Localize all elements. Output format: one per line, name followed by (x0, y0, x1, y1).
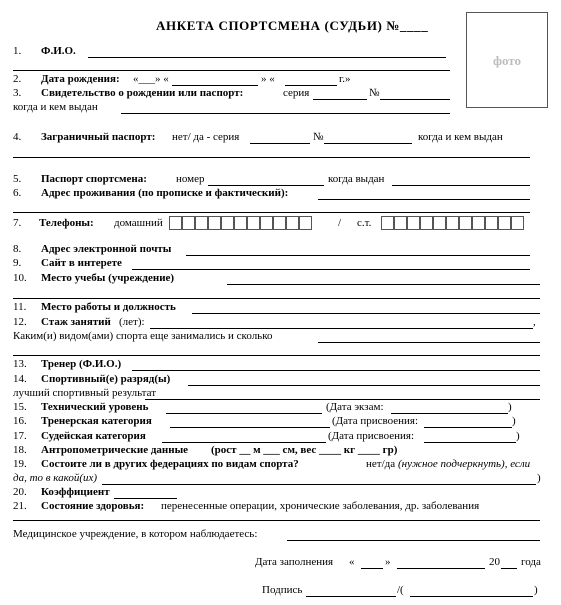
photo-label: фото (492, 53, 522, 68)
birth-day-field[interactable]: «___» « (133, 73, 169, 85)
row-6-label: Адрес проживания (по прописке и фактический): (41, 187, 289, 199)
sport-passport-issued-field[interactable] (392, 185, 530, 186)
home-phone-cell[interactable] (260, 216, 273, 230)
row-9-num: 9. (13, 257, 22, 269)
row-12-num: 12. (13, 316, 27, 328)
row-4-num: 4. (13, 131, 22, 143)
signature-label: Подпись (262, 584, 303, 596)
judge-category-field[interactable] (162, 442, 326, 443)
row-17-label: Судейская категория (41, 430, 146, 442)
home-phone-cell[interactable] (286, 216, 299, 230)
coefficient-field[interactable] (114, 498, 177, 499)
study-field-line2[interactable] (13, 298, 540, 299)
row-8-label: Адрес электронной почты (41, 243, 172, 255)
row-16-label: Тренерская категория (41, 415, 152, 427)
mobile-phone-cell[interactable] (394, 216, 407, 230)
doc-series-field[interactable] (313, 99, 367, 100)
row-19-num: 19. (13, 458, 27, 470)
row-8-num: 8. (13, 243, 22, 255)
photo-box[interactable] (466, 12, 548, 108)
row-1-label: Ф.И.О. (41, 45, 76, 57)
home-phone-cell[interactable] (299, 216, 312, 230)
home-phone-cell[interactable] (182, 216, 195, 230)
row-7-mobile-label: с.т. (357, 217, 372, 229)
signature-field[interactable] (306, 596, 396, 597)
home-phone-cell[interactable] (273, 216, 286, 230)
coach-category-field[interactable] (170, 427, 330, 428)
row-10-label: Место учебы (учреждение) (41, 272, 175, 284)
home-phone-cell[interactable] (208, 216, 221, 230)
row-7-home-label: домашний (114, 217, 163, 229)
row-9-label: Сайт в интерете (41, 257, 122, 269)
mobile-phone-cell[interactable] (459, 216, 472, 230)
mobile-phone-cell[interactable] (446, 216, 459, 230)
signature-name-field[interactable] (410, 596, 533, 597)
row-12-text: (лет): (119, 316, 145, 328)
row-20-label: Коэффициент (41, 486, 110, 498)
row-19-close: ) (537, 472, 541, 484)
fio-field[interactable] (88, 57, 446, 58)
anthropometric-fields[interactable]: (рост __ м ___ см, вес ____ кг ____ гр) (211, 444, 398, 456)
row-21-label: Состояние здоровья: (41, 500, 145, 512)
row-21-text: перенесенные операции, хронические заболевания, др. заболевания (161, 500, 480, 512)
row-11-label: Место работы и должность (41, 301, 176, 313)
row-14-label: Спортивный(е) разряд(ы) (41, 373, 171, 385)
signature-close: ) (534, 584, 538, 596)
mobile-phone-cell[interactable] (498, 216, 511, 230)
row-13-label: Тренер (Ф.И.О.) (41, 358, 122, 370)
row-16-close: ) (512, 415, 516, 427)
medical-institution-field[interactable] (287, 540, 540, 541)
row-5-text: номер (176, 173, 205, 185)
row-14-num: 14. (13, 373, 27, 385)
row-12-label: Стаж занятий (41, 316, 111, 328)
date-fill-label: Дата заполнения (255, 556, 334, 568)
intl-passport-series-field[interactable] (250, 143, 310, 144)
other-sports-field-line2[interactable] (13, 355, 540, 356)
row-21-num: 21. (13, 500, 27, 512)
birth-sep: » « (261, 73, 275, 85)
row-10-num: 10. (13, 272, 27, 284)
tech-level-field[interactable] (166, 413, 322, 414)
row-19-hint-line2: да, то в какой(их) (13, 472, 98, 484)
row-5-num: 5. (13, 173, 22, 185)
best-result-field[interactable] (145, 399, 540, 400)
row-15-close: ) (508, 401, 512, 413)
doc-number-field[interactable] (380, 99, 450, 100)
tech-level-date-field[interactable] (391, 413, 508, 414)
rank-field[interactable] (188, 385, 540, 386)
birth-year-field[interactable] (285, 85, 337, 86)
health-field[interactable] (13, 520, 540, 521)
date-fill-month-field[interactable] (397, 568, 485, 569)
signature-slash: /( (397, 584, 404, 596)
row-16-num: 16. (13, 415, 27, 427)
mobile-phone-cell[interactable] (472, 216, 485, 230)
federation-yes-no[interactable]: нет/да (366, 458, 396, 470)
mobile-phone-cell[interactable] (485, 216, 498, 230)
home-phone-cell[interactable] (247, 216, 260, 230)
sport-passport-number-field[interactable] (208, 185, 324, 186)
row-19-label: Состоите ли в других федерациях по видам спорта? (41, 458, 299, 470)
date-fill-year-suffix: года (521, 556, 541, 568)
row-12-comma: , (533, 316, 536, 328)
row-15-paren: (Дата экзам: (326, 401, 384, 413)
row-5-issued-label: когда выдан (328, 173, 385, 185)
row-15-num: 15. (13, 401, 27, 413)
fio-field-line2[interactable] (13, 70, 450, 71)
row-17-num: 17. (13, 430, 27, 442)
coach-category-date-field[interactable] (424, 427, 512, 428)
experience-field[interactable] (150, 328, 533, 329)
row-20-num: 20. (13, 486, 27, 498)
row-2-num: 2. (13, 73, 22, 85)
row-4-label: Заграничный паспорт: (41, 131, 156, 143)
home-phone-cell[interactable] (234, 216, 247, 230)
row-5-label: Паспорт спортсмена: (41, 173, 147, 185)
form-title: АНКЕТА СПОРТСМЕНА (СУДЬИ) №____ (156, 18, 429, 33)
row-7-num: 7. (13, 217, 22, 229)
row-7-slash: / (338, 217, 342, 229)
address-field-line2[interactable] (13, 212, 530, 213)
work-field[interactable] (192, 313, 540, 314)
home-phone-cell[interactable] (221, 216, 234, 230)
mobile-phone-cell[interactable] (511, 216, 524, 230)
row-3-no-label: № (369, 87, 380, 99)
mobile-phone-cell[interactable] (420, 216, 433, 230)
date-fill-year-field[interactable] (501, 568, 517, 569)
row-18-label: Антропометрические данные (41, 444, 189, 456)
date-fill-day-field[interactable] (361, 568, 383, 569)
row-17-close: ) (516, 430, 520, 442)
study-field[interactable] (227, 284, 540, 285)
row-6-num: 6. (13, 187, 22, 199)
row-12-other-sports-label: Каким(и) видом(ами) спорта еще занимались и сколько (13, 330, 273, 342)
row-2-label: Дата рождения: (41, 73, 120, 85)
row-15-label: Технический уровень (41, 401, 149, 413)
row-17-paren: (Дата присвоения: (328, 430, 415, 442)
other-sports-field[interactable] (318, 342, 540, 343)
federation-field[interactable] (102, 484, 536, 485)
row-13-num: 13. (13, 358, 27, 370)
address-field[interactable] (318, 199, 530, 200)
date-fill-quote-open: « (349, 556, 355, 568)
home-phone-cell[interactable] (169, 216, 182, 230)
row-1-num: 1. (13, 45, 22, 57)
mobile-phone-cell[interactable] (407, 216, 420, 230)
judge-category-date-field[interactable] (424, 442, 516, 443)
intl-passport-number-field[interactable] (324, 143, 412, 144)
row-3-issued-label: когда и кем выдан (13, 101, 98, 113)
birth-year-suffix: г.» (339, 73, 351, 85)
coach-field[interactable] (132, 370, 540, 371)
email-field[interactable] (186, 255, 530, 256)
row-3-label: Свидетельство о рождении или паспорт: (41, 87, 244, 99)
medical-institution-label: Медицинское учреждение, в котором наблюдаетесь: (13, 528, 258, 540)
doc-issued-field[interactable] (121, 113, 450, 114)
row-3-num: 3. (13, 87, 22, 99)
row-16-paren: (Дата присвоения: (332, 415, 419, 427)
row-4-issued-label: когда и кем выдан (418, 131, 503, 143)
row-3-series-label: серия (283, 87, 310, 99)
row-4-no-label: № (313, 131, 324, 143)
website-field[interactable] (132, 269, 530, 270)
intl-passport-issued-field[interactable] (13, 157, 530, 158)
row-7-label: Телефоны: (39, 217, 94, 229)
home-phone-cell[interactable] (195, 216, 208, 230)
row-18-num: 18. (13, 444, 27, 456)
row-14-best-result-label: лучший спортивный результат (13, 387, 157, 399)
date-fill-year-prefix: 20 (489, 556, 500, 568)
row-11-num: 11. (13, 301, 27, 313)
row-19-hint: (нужное подчеркнуть), если (398, 458, 531, 470)
birth-month-field[interactable] (172, 85, 258, 86)
date-fill-quote-close: » (385, 556, 391, 568)
mobile-phone-cell[interactable] (381, 216, 394, 230)
mobile-phone-cell[interactable] (433, 216, 446, 230)
row-4-text: нет/ да - серия (172, 131, 240, 143)
